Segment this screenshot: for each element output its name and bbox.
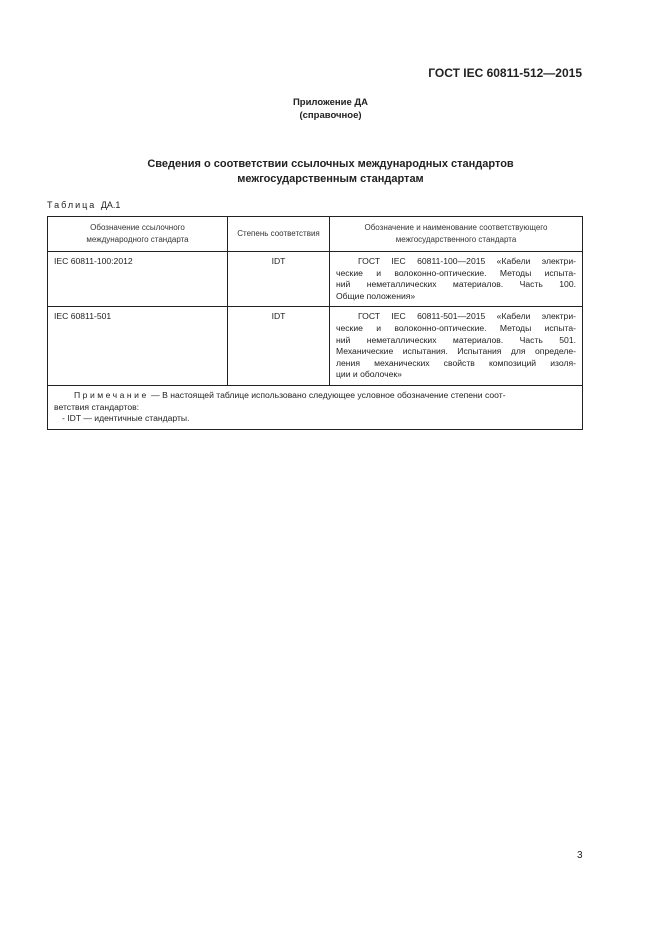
cell-gost: ГОСТ IEC 60811-501—2015 «Кабели электри- ческие и волоконно-оптические. Методы испыта- ний неметаллических материалов. Часть 501. Механические испытания. Испытания для определе- ления механических свойств композиций изоля- ции и оболочек» [330,307,583,386]
page-number: 3 [577,850,583,861]
section-title [0,157,661,187]
table-header-row [48,217,583,252]
header-ref: Обозначение ссылочного международного стандарта [48,217,228,252]
appendix-title: Приложение ДА [292,97,369,108]
document-code: ГОСТ IEC 60811-512—2015 [428,66,582,80]
cell-degree: IDT [228,307,330,386]
cell-degree: IDT [228,252,330,307]
note-label: Примечание [74,389,149,400]
table-label-word: Таблица [47,200,97,210]
table-note: Примечание — В настоящей таблице использовано следующее условное обозначение степени соот- ветствия стандартов: - IDT — идентичные стандарты. [48,385,583,429]
cell-gost: ГОСТ IEC 60811-100—2015 «Кабели электри- ческие и волоконно-оптические. Методы испыта- ний неметаллических материалов. Часть 100. Общие положения» [330,252,583,307]
table-label [47,200,120,210]
appendix-heading [0,96,661,122]
table-label-number: ДА.1 [100,200,121,210]
cell-ref: IEC 60811-100:2012 [48,252,228,307]
header-degree: Степень соответствия [228,217,330,252]
cell-ref: IEC 60811-501 [48,307,228,386]
correspondence-table [47,216,583,430]
title-line: межгосударственным стандартам [237,173,424,185]
title-line: Сведения о соответствии ссылочных международных стандартов [147,158,514,170]
table-note-row [48,385,583,429]
appendix-subtitle: (справочное) [299,110,362,121]
table-row [48,252,583,307]
header-gost: Обозначение и наименование соответствующего межгосударственного стандарта [330,217,583,252]
table-row [48,307,583,386]
